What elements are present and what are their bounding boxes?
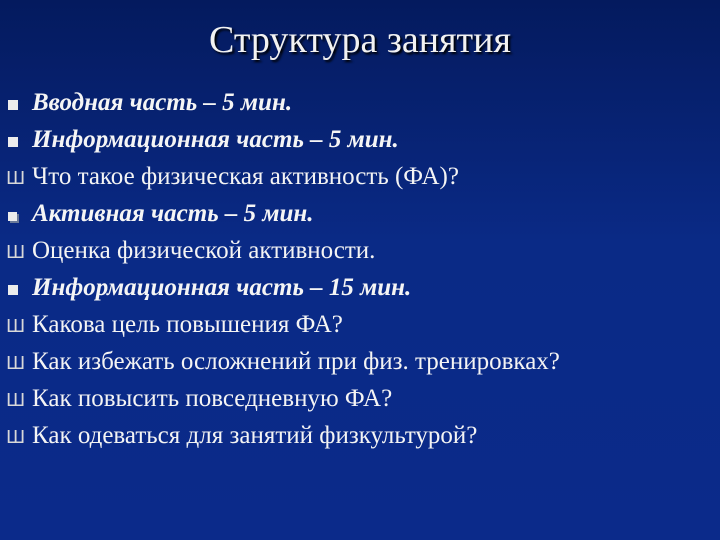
list-item — [6, 195, 560, 232]
item-text: Оценка физической активности. — [32, 236, 376, 264]
arrow-bullet-icon: Ш — [6, 315, 26, 337]
list-item — [6, 343, 560, 380]
arrow-bullet-icon: Ш — [6, 426, 26, 448]
arrow-bullet-icon: Ш — [6, 241, 26, 263]
item-text: Активная часть – 5 мин. — [32, 199, 314, 227]
arrow-bullet-icon: Ш — [6, 389, 26, 411]
arrow-bullet-icon: Ш — [6, 167, 26, 189]
bullet-list — [6, 84, 560, 454]
list-item — [6, 380, 560, 417]
item-text: Как одеваться для занятий физкультурой? — [32, 421, 478, 449]
square-bullet-icon — [8, 285, 18, 295]
square-bullet-icon — [8, 100, 18, 110]
item-text: Вводная часть – 5 мин. — [32, 88, 293, 116]
item-text: Что такое физическая активность (ФА)? — [32, 162, 459, 190]
list-item — [6, 158, 560, 195]
shadow-square-bullet-icon — [8, 212, 17, 221]
item-text: Как избежать осложнений при физ. тренировках? — [32, 347, 560, 375]
item-text: Информационная часть – 5 мин. — [32, 125, 399, 153]
list-item — [6, 306, 560, 343]
square-bullet-icon — [8, 137, 18, 147]
item-text: Какова цель повышения ФА? — [32, 310, 343, 338]
list-item — [6, 232, 560, 269]
list-item — [6, 121, 560, 158]
item-text: Информационная часть – 15 мин. — [32, 273, 412, 301]
item-text: Как повысить повседневную ФА? — [32, 384, 393, 412]
arrow-bullet-icon: Ш — [6, 352, 26, 374]
list-item — [6, 417, 560, 454]
slide-title: Структура занятия — [209, 19, 511, 61]
list-item — [6, 84, 560, 121]
list-item — [6, 269, 560, 306]
